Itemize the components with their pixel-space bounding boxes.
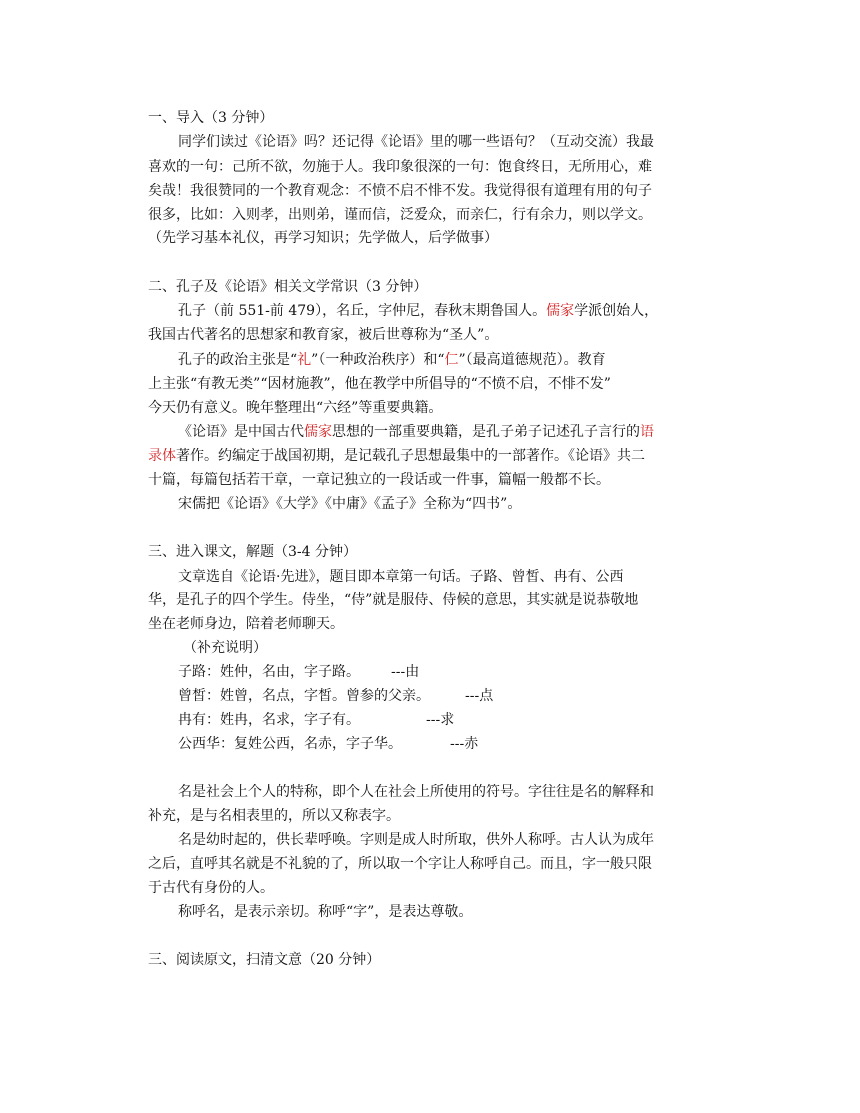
name-explanation-line: 之后，直呼其名就是不礼貌的了，所以取一个字让人称呼自己。而且，字一般只限 bbox=[148, 856, 652, 872]
analects-line bbox=[178, 421, 654, 443]
student-text: 曾皙：姓曾，名点，字皙。曾参的父亲。 bbox=[178, 688, 430, 704]
political-thought-line bbox=[178, 349, 606, 371]
student-suffix: ---求 bbox=[426, 712, 455, 728]
name-explanation-line: 于古代有身份的人。 bbox=[148, 880, 274, 896]
student-text: 子路：姓仲，名由，字子路。 bbox=[178, 664, 360, 680]
highlight-confucianism: 儒家 bbox=[546, 303, 575, 319]
analects-line: 十篇，每篇包括若干章，一章记独立的一段话或一件事，篇幅一般都不长。 bbox=[148, 472, 610, 488]
text-run: 孔子的政治主张是“ bbox=[178, 352, 298, 368]
student-text: 公西华：复姓公西，名赤，字子华。 bbox=[178, 736, 402, 752]
four-books-line: 宋儒把《论语》《大学》《中庸》《孟子》全称为“四书”。 bbox=[178, 496, 522, 512]
confucius-intro-line bbox=[178, 300, 658, 322]
section-3-line: 文章选自《论语·先进》，题目即本章第一句话。子路、曾皙、冉有、公西 bbox=[178, 569, 624, 585]
section-1-line: （先学习基本礼仪，再学习知识；先学做人，后学做事） bbox=[148, 230, 498, 246]
name-explanation-line: 补充，是与名相表里的，所以又称表字。 bbox=[148, 808, 400, 824]
student-entry bbox=[178, 685, 493, 707]
text-run: ”（一种政治秩序）和“ bbox=[311, 352, 445, 368]
section-1-heading: 一、导入（3 分钟） bbox=[148, 110, 274, 126]
section-1-line: 同学们读过《论语》吗？还记得《论语》里的哪一些语句？（互动交流）我最 bbox=[178, 134, 654, 150]
name-explanation-line: 名是幼时起的，供长辈呼唤。字则是成人时所取，供外人称呼。古人认为成年 bbox=[178, 832, 654, 848]
section-1-line: 很多，比如：入则孝，出则弟，谨而信，泛爱众，而亲仁，行有余力，则以学文。 bbox=[148, 207, 652, 223]
student-suffix: ---赤 bbox=[450, 736, 479, 752]
highlight-confucianism: 儒家 bbox=[304, 424, 332, 440]
section-3-line: 坐在老师身边，陪着老师聊天。 bbox=[148, 616, 344, 632]
student-entry bbox=[178, 661, 419, 683]
highlight-lu-ti: 录体 bbox=[148, 448, 176, 464]
supplement-label: （补充说明） bbox=[183, 640, 267, 656]
highlight-li: 礼 bbox=[297, 352, 312, 368]
student-entry bbox=[178, 733, 478, 755]
section-3-heading: 三、进入课文，解题（3-4 分钟） bbox=[148, 544, 357, 560]
highlight-yu: 语 bbox=[640, 424, 654, 440]
student-suffix: ---点 bbox=[465, 688, 494, 704]
section-2-heading: 二、孔子及《论语》相关文学常识（3 分钟） bbox=[148, 279, 428, 295]
section-3-line: 华，是孔子的四个学生。侍坐，“侍”就是服侍、侍候的意思，其实就是说恭敬地 bbox=[148, 592, 639, 608]
political-thought-line: 上主张“有教无类”“因材施教”，他在教学中所倡导的“不愤不启，不悱不发” bbox=[148, 376, 611, 392]
analects-line bbox=[148, 445, 645, 467]
name-explanation-line: 称呼名，是表示亲切。称呼“字”，是表达尊敬。 bbox=[178, 904, 473, 920]
text-run: 《论语》是中国古代 bbox=[178, 424, 304, 440]
student-suffix: ---由 bbox=[391, 664, 420, 680]
student-entry bbox=[178, 709, 454, 731]
section-1-line: 矣哉！我很赞同的一个教育观念：不愤不启不悱不发。我觉得很有道理有用的句子 bbox=[148, 183, 652, 199]
text-run: 著作。约编定于战国初期，是记载孔子思想最集中的一部著作。《论语》共二 bbox=[176, 448, 645, 464]
text-run: 学派创始人， bbox=[574, 303, 659, 319]
confucius-intro-line: 我国古代著名的思想家和教育家，被后世尊称为“圣人”。 bbox=[148, 327, 499, 343]
section-1-line: 喜欢的一句：己所不欲，勿施于人。我印象很深的一句：饱食终日，无所用心，难 bbox=[148, 159, 652, 175]
highlight-ren: 仁 bbox=[444, 352, 459, 368]
section-4-heading: 三、阅读原文，扫清文意（20 分钟） bbox=[148, 952, 381, 968]
text-run: ”（最高道德规范）。教育 bbox=[458, 352, 606, 368]
student-text: 冉有：姓冉，名求，字子有。 bbox=[178, 712, 360, 728]
political-thought-line: 今天仍有意义。晚年整理出“六经”等重要典籍。 bbox=[148, 400, 443, 416]
text-run: 思想的一部重要典籍，是孔子弟子记述孔子言行的 bbox=[332, 424, 640, 440]
name-explanation-line: 名是社会上个人的特称，即个人在社会上所使用的符号。字往往是名的解释和 bbox=[178, 784, 654, 800]
text-run: 孔子（前 551-前 479），名丘，字仲尼，春秋末期鲁国人。 bbox=[178, 303, 547, 319]
